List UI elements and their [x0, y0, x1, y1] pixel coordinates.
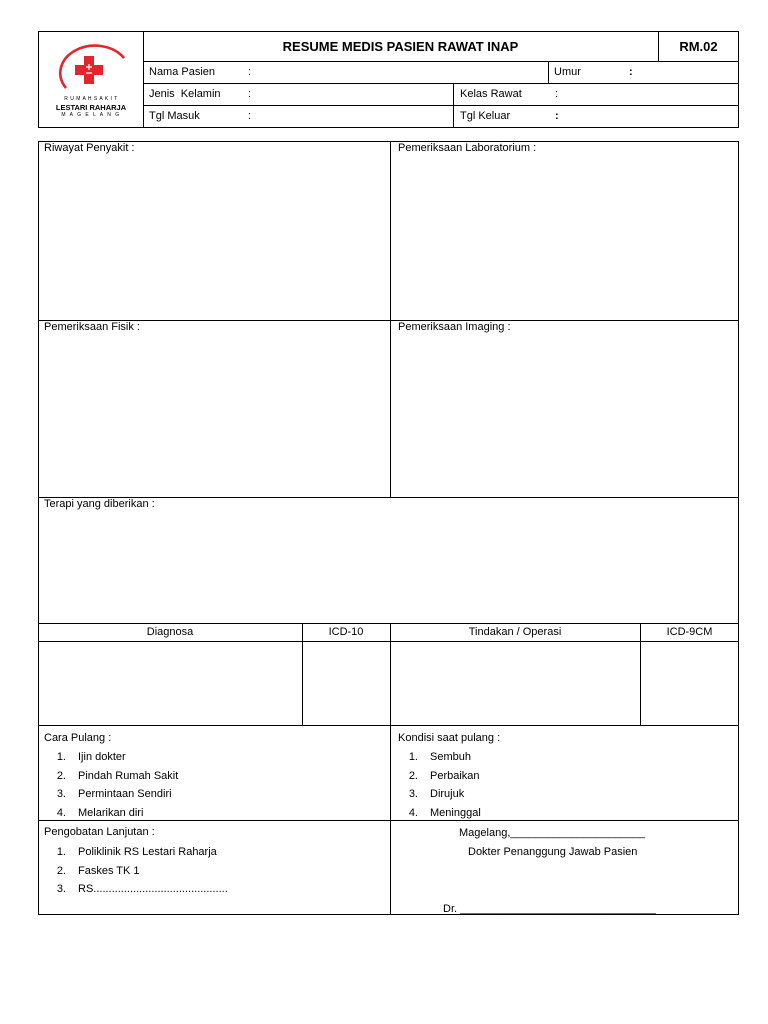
list-kondisi-pulang: [404, 751, 724, 826]
label-kelas-rawat: Kelas Rawat: [460, 88, 522, 100]
header-divider-umur: [548, 61, 549, 83]
header-tindakan: Tindakan / Operasi: [468, 626, 562, 638]
list-cara-pulang: [52, 751, 372, 826]
header-row-line-2: [143, 83, 739, 84]
red-cross-logo-icon: [46, 36, 136, 98]
list-item: 1. Sembuh: [408, 751, 471, 763]
list-pengobatan-lanjutan: [52, 846, 372, 902]
list-item: 3. Permintaan Sendiri: [56, 788, 172, 801]
list-item: 2. Perbaikan: [408, 769, 480, 782]
label-pengobatan-lanjutan: Pengobatan Lanjutan :: [44, 826, 155, 838]
header-icd9cm: ICD-9CM: [666, 626, 713, 638]
logo-line-2: LESTARI RAHARJA: [55, 103, 127, 112]
label-pemeriksaan-laboratorium: Pemeriksaan Laboratorium :: [398, 142, 537, 154]
divider-code-middle: [390, 623, 391, 915]
label-pemeriksaan-imaging: Pemeriksaan Imaging :: [398, 321, 511, 333]
colon-jenis-kelamin: :: [248, 88, 252, 100]
colon-tgl-keluar: :: [555, 110, 559, 122]
header-row-line-1: [143, 61, 739, 62]
header-icd10: ICD-10: [328, 626, 364, 638]
document-code: RM.02: [679, 39, 718, 54]
header-divider-kelas: [453, 83, 454, 128]
line-after-code-header: [38, 641, 739, 642]
list-item: 4. Melarikan diri: [56, 807, 144, 820]
list-item: 3. Dirujuk: [408, 788, 465, 801]
signature-place-date: Magelang,______________________: [459, 827, 645, 839]
list-item: 2. Pindah Rumah Sakit: [56, 769, 179, 782]
line-after-code-body: [38, 725, 739, 726]
list-item: 3. RS............................................: [56, 883, 228, 896]
label-riwayat-penyakit: Riwayat Penyakit :: [44, 142, 135, 154]
logo-line-1: R U M A H S A K I T: [64, 96, 118, 102]
line-after-terapi: [38, 623, 739, 624]
colon-kelas-rawat: :: [555, 88, 559, 100]
label-pemeriksaan-fisik: Pemeriksaan Fisik :: [44, 321, 140, 333]
line-after-riwayat: [38, 320, 739, 321]
list-item: 1. Poliklinik RS Lestari Raharja: [56, 846, 217, 858]
label-umur: Umur: [554, 66, 581, 78]
hospital-logo: [46, 36, 136, 124]
header-row-line-3: [143, 105, 739, 106]
divider-upper-middle: [390, 141, 391, 497]
label-jenis-kelamin: Jenis Kelamin: [149, 88, 221, 100]
label-cara-pulang: Cara Pulang :: [44, 732, 112, 744]
signature-role: Dokter Penanggung Jawab Pasien: [468, 846, 638, 858]
colon-nama-pasien: :: [248, 66, 252, 78]
header-diagnosa: Diagnosa: [146, 626, 194, 638]
colon-umur: :: [629, 66, 633, 78]
label-kondisi-pulang: Kondisi saat pulang :: [398, 732, 501, 744]
colon-tgl-masuk: :: [248, 110, 252, 122]
label-tgl-keluar: Tgl Keluar: [460, 110, 511, 122]
list-item: 1. Ijin dokter: [56, 751, 126, 763]
logo-line-3: M A G E L A N G: [61, 112, 121, 118]
list-item: 2. Faskes TK 1: [56, 864, 140, 877]
label-tgl-masuk: Tgl Masuk: [149, 110, 200, 122]
label-terapi: Terapi yang diberikan :: [44, 498, 155, 510]
document-title: RESUME MEDIS PASIEN RAWAT INAP: [282, 39, 519, 54]
list-item: 4. Meninggal: [408, 807, 481, 820]
label-nama-pasien: Nama Pasien: [149, 66, 216, 78]
signature-doctor-line: Dr. ________________________________: [443, 903, 656, 915]
